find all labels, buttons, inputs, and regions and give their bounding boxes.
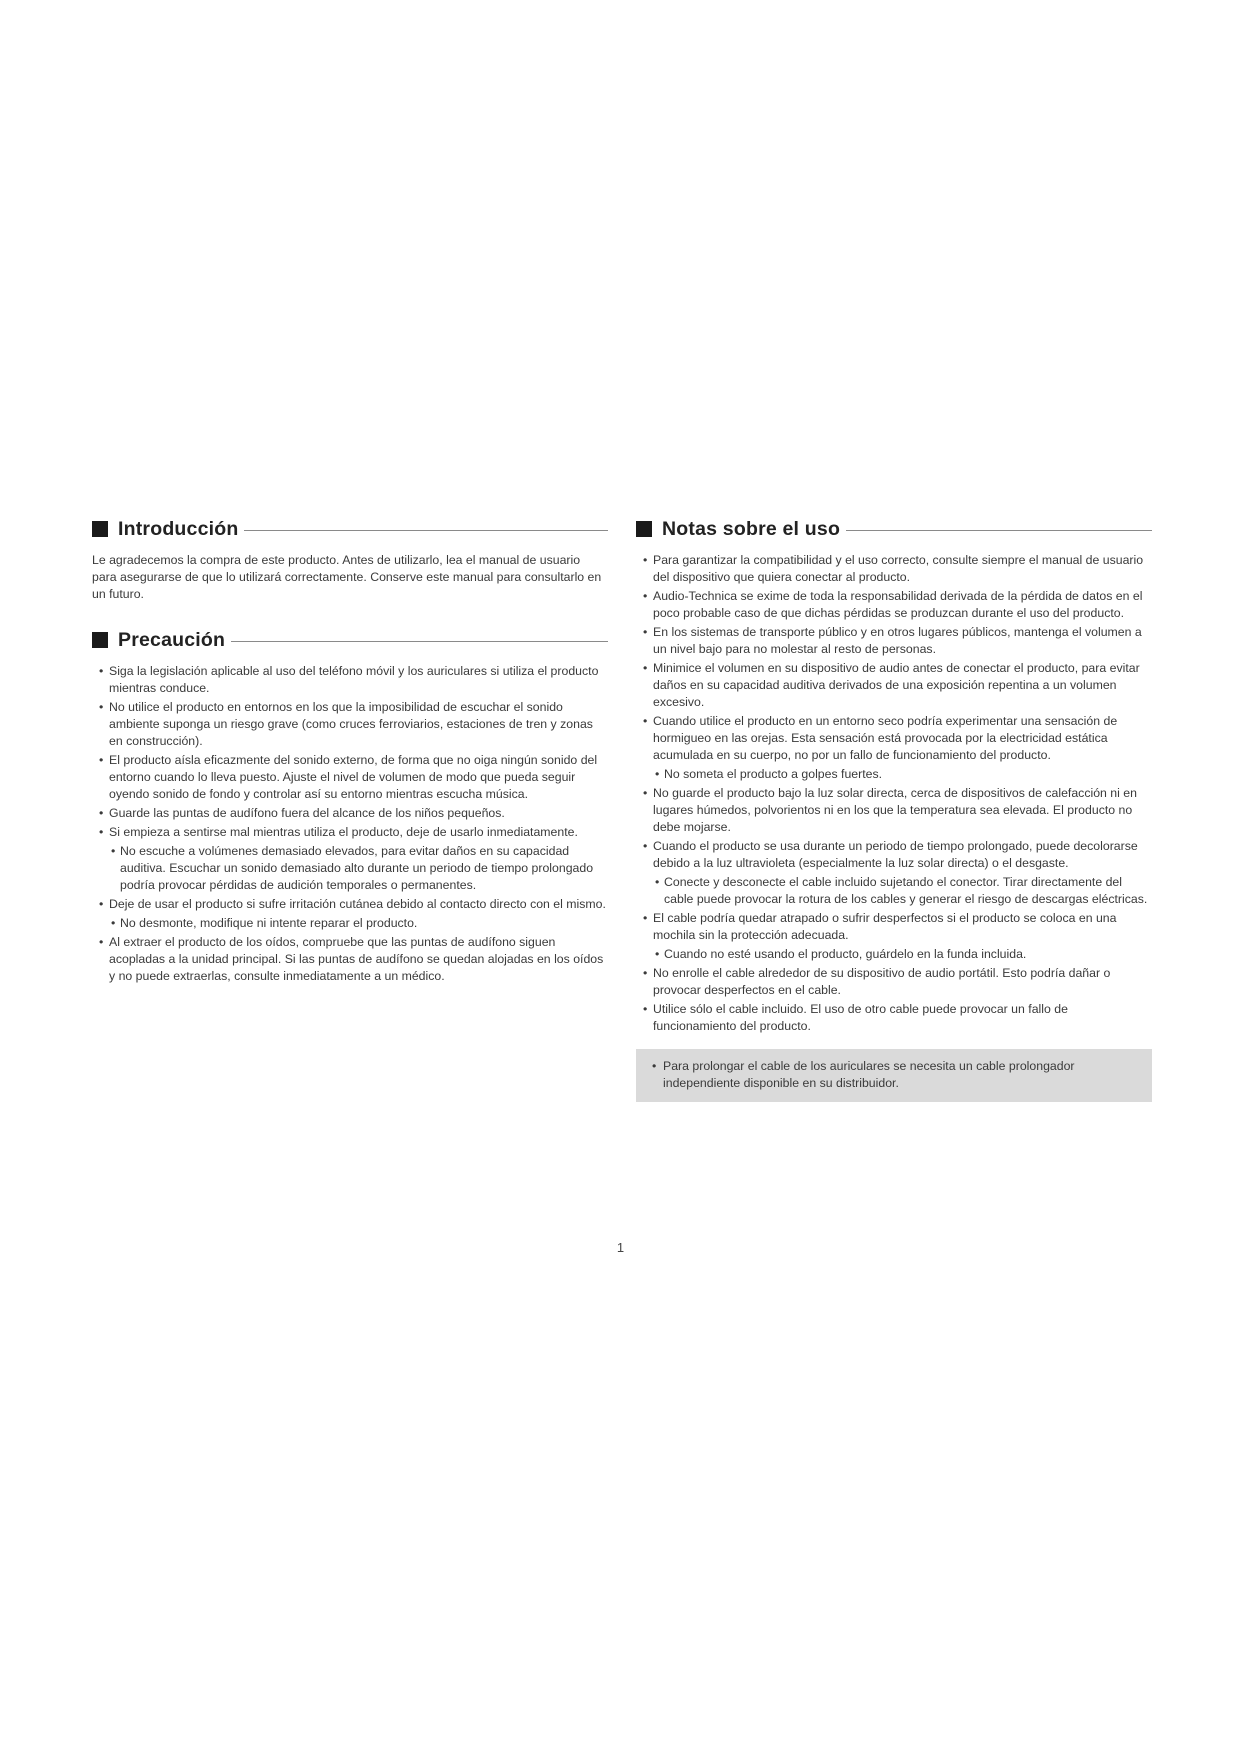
notas-title: Notas sobre el uso xyxy=(662,517,841,540)
page-number: 1 xyxy=(616,1240,625,1255)
heading-rule xyxy=(244,530,608,531)
precaucion-heading xyxy=(92,627,608,653)
list-item xyxy=(636,766,1152,783)
list-item: • No utilice el producto en entornos en los que la imposibilidad de escuchar el sonido ambiente suponga un riesgo grave (como cruces ferroviarios, estaciones de tren y zonas en construcción). xyxy=(92,699,608,750)
precaucion-list xyxy=(92,663,608,985)
note-text: • Para prolongar el cable de los auriculares se necesita un cable prolongador independiente disponible en su distribuidor. xyxy=(650,1058,1138,1092)
list-item: • Minimice el volumen en su dispositivo de audio antes de conectar el producto, para evitar daños en su capacidad auditiva derivados de una exposición repentina a un volumen excesivo. xyxy=(636,660,1152,711)
notas-list xyxy=(636,552,1152,1035)
list-item-text: • No desmonte, modifique ni intente reparar el producto. xyxy=(120,916,418,930)
intro-heading xyxy=(92,516,608,542)
notas-heading xyxy=(636,516,1152,542)
list-item xyxy=(636,946,1152,963)
heading-square-icon xyxy=(636,521,652,537)
list-item: • No guarde el producto bajo la luz solar directa, cerca de dispositivos de calefacción ni en lugares húmedos, polvorientos ni en los que la temperatura sea elevada. El producto no debe mojarse. xyxy=(636,785,1152,836)
list-item: • No enrolle el cable alrededor de su dispositivo de audio portátil. Esto podría dañar o provocar desperfectos en el cable. xyxy=(636,965,1152,999)
list-item-text: • Conecte y desconecte el cable incluido sujetando el conector. Tirar directamente del cable puede provocar la rotura de los cables y generar el riesgo de descargas eléctricas. xyxy=(664,875,1148,906)
list-item: • Para garantizar la compatibilidad y el uso correcto, consulte siempre el manual de usuario del dispositivo que quiera conectar al producto. xyxy=(636,552,1152,586)
left-column xyxy=(92,516,608,987)
list-item xyxy=(92,843,608,894)
list-item: • Al extraer el producto de los oídos, compruebe que las puntas de audífono siguen acopladas a la unidad principal. Si las puntas de audífono se quedan alojadas en los oídos y no puede extraerlas, consulte inmediatamente a un médico. xyxy=(92,934,608,985)
heading-square-icon xyxy=(92,632,108,648)
list-item: • Audio-Technica se exime de toda la responsabilidad derivada de la pérdida de datos en el poco probable caso de que dichas pérdidas se produzcan durante el uso del producto. xyxy=(636,588,1152,622)
list-item xyxy=(92,915,608,932)
precaucion-title: Precaución xyxy=(118,628,226,651)
list-item xyxy=(636,874,1152,908)
heading-rule xyxy=(846,530,1152,531)
list-item: • Utilice sólo el cable incluido. El uso de otro cable puede provocar un fallo de funcionamiento del producto. xyxy=(636,1001,1152,1035)
list-item: • Cuando utilice el producto en un entorno seco podría experimentar una sensación de hormigueo en las orejas. Esta sensación está provocada por la electricidad estática acumulada en su cuerpo, no por un fallo de funcionamiento del producto. xyxy=(636,713,1152,764)
list-item: • Guarde las puntas de audífono fuera del alcance de los niños pequeños. xyxy=(92,805,608,822)
list-item: • El producto aísla eficazmente del sonido externo, de forma que no oiga ningún sonido del entorno cuando lo lleva puesto. Ajuste el nivel de volumen de modo que pueda seguir oyendo sonido de fondo y controlar así su entorno mientras escucha música. xyxy=(92,752,608,803)
list-item: • Siga la legislación aplicable al uso del teléfono móvil y los auriculares si utiliza el producto mientras conduce. xyxy=(92,663,608,697)
list-item: • Si empieza a sentirse mal mientras utiliza el producto, deje de usarlo inmediatamente. xyxy=(92,824,608,841)
list-item-text: • No escuche a volúmenes demasiado elevados, para evitar daños en su capacidad auditiva. Escuchar un sonido demasiado alto durante un periodo de tiempo prolongado podría provocar pérdidas de audición temporales o permanentes. xyxy=(120,844,594,892)
heading-square-icon xyxy=(92,521,108,537)
intro-paragraph: Le agradecemos la compra de este producto. Antes de utilizarlo, lea el manual de usuario para asegurarse de que lo utilizará correctamente. Conserve este manual para consultarlo en un futuro. xyxy=(92,553,602,601)
list-item: • En los sistemas de transporte público y en otros lugares públicos, mantenga el volumen a un nivel bajo para no molestar al resto de personas. xyxy=(636,624,1152,658)
list-item-text: • Cuando no esté usando el producto, guárdelo en la funda incluida. xyxy=(664,947,1027,961)
intro-title: Introducción xyxy=(118,517,239,540)
right-column xyxy=(636,516,1152,1102)
list-item: • Cuando el producto se usa durante un periodo de tiempo prolongado, puede decolorarse debido a la luz ultravioleta (especialmente la luz solar directa) o el desgaste. xyxy=(636,838,1152,872)
list-item: • El cable podría quedar atrapado o sufrir desperfectos si el producto se coloca en una mochila sin la protección adecuada. xyxy=(636,910,1152,944)
heading-rule xyxy=(231,641,608,642)
list-item-text: • No someta el producto a golpes fuertes. xyxy=(664,767,883,781)
note-box xyxy=(636,1049,1152,1102)
list-item: • Deje de usar el producto si sufre irritación cutánea debido al contacto directo con el mismo. xyxy=(92,896,608,913)
